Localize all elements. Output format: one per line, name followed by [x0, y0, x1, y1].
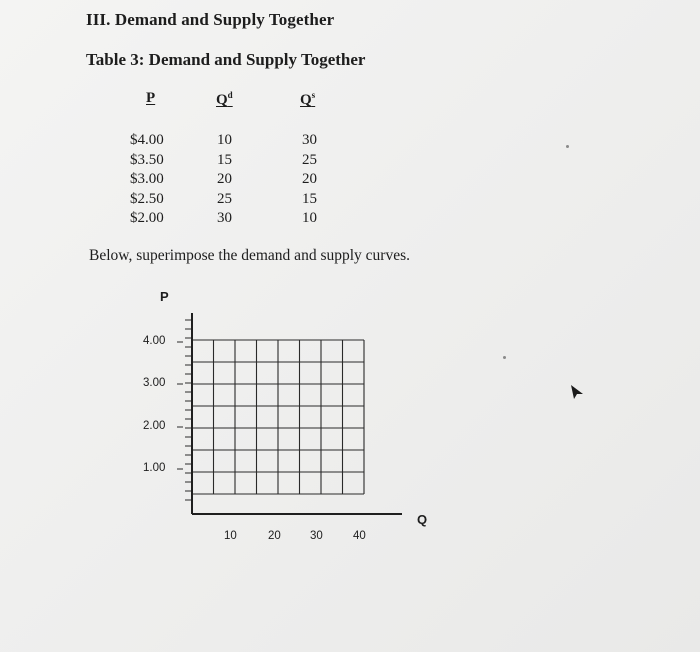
header-price: P — [146, 90, 156, 106]
y-tick-label: 4.00 — [143, 335, 166, 347]
y-tick-label: 3.00 — [143, 377, 166, 389]
qd-cell: 10 — [217, 132, 232, 148]
section-heading: III. Demand and Supply Together — [86, 10, 335, 29]
x-axis-label: Q — [417, 512, 428, 527]
price-cell: $3.50 — [130, 151, 164, 168]
qs-cell: 20 — [302, 171, 317, 187]
x-tick-label: 40 — [353, 530, 366, 542]
qs-cell: 30 — [302, 132, 317, 148]
qs-cell: 15 — [302, 190, 317, 207]
qs-cell: 25 — [302, 151, 317, 168]
price-cell: $2.50 — [130, 190, 164, 207]
x-tick-label: 30 — [310, 530, 323, 542]
graph-gridlines — [192, 340, 364, 494]
x-tick-label: 10 — [224, 530, 237, 542]
speck — [566, 145, 569, 148]
price-cell: $2.00 — [130, 210, 164, 226]
speck — [503, 356, 506, 359]
qd-cell: 30 — [217, 210, 232, 226]
price-cell: $3.00 — [130, 171, 164, 187]
qs-cell: 10 — [302, 210, 317, 226]
qd-cell: 25 — [217, 190, 232, 207]
mouse-cursor-icon — [568, 383, 586, 401]
price-cell: $4.00 — [130, 132, 164, 148]
y-axis-ticks — [177, 320, 192, 500]
y-axis-label: P — [160, 289, 169, 304]
x-tick-label: 20 — [268, 530, 281, 542]
qd-cell: 15 — [217, 151, 232, 168]
y-tick-label: 1.00 — [143, 462, 166, 474]
y-tick-label: 2.00 — [143, 420, 166, 432]
instruction-text: Below, superimpose the demand and supply curves. — [89, 247, 410, 264]
header-quantity-supplied: $Q^s$ — [300, 90, 316, 108]
header-quantity-demanded: $Q^d$ — [216, 90, 233, 108]
table-title: Table 3: Demand and Supply Together — [86, 50, 366, 69]
qd-cell: 20 — [217, 171, 232, 187]
